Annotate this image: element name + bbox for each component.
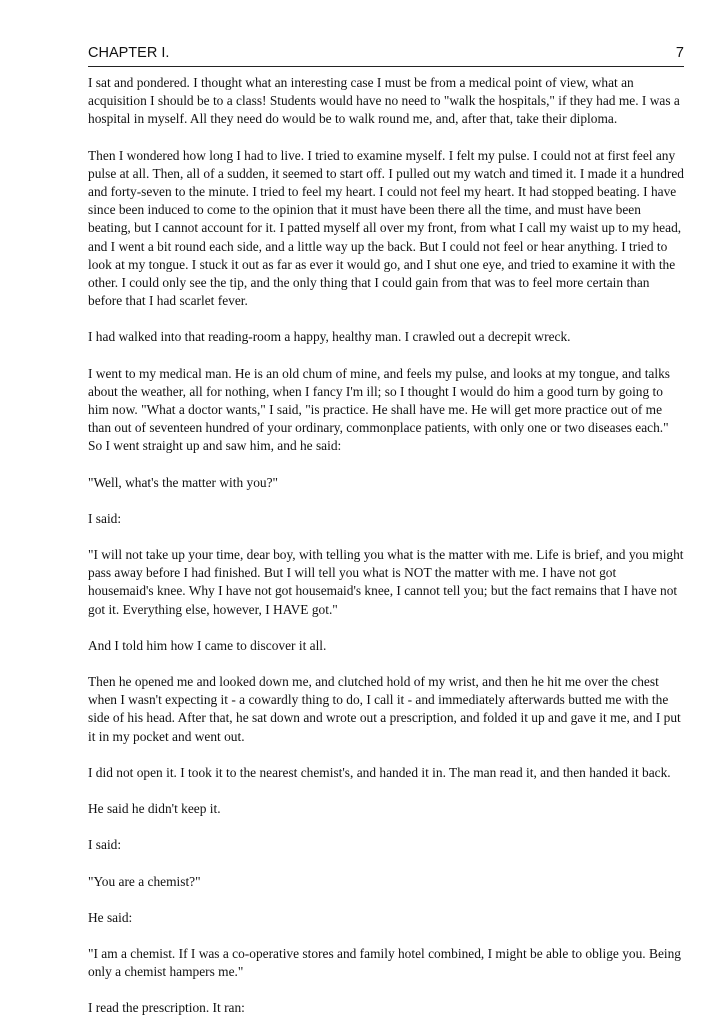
paragraph: I had walked into that reading-room a happy, healthy man. I crawled out a decrepit wreck. [88,329,571,345]
paragraph: I said: [88,510,122,526]
paragraph: He said he didn't keep it. [88,801,221,817]
paragraph: I said: [88,837,122,853]
paragraph: "I am a chemist. If I was a co-operative stores and family hotel combined, I might be able to oblige you. Being only a chemist hampers me." [88,945,681,980]
paragraph: And I told him how I came to discover it all. [88,637,327,653]
paragraph: "You are a chemist?" [88,873,201,889]
chapter-title: CHAPTER I. [88,45,170,61]
paragraph: Then I wondered how long I had to live. I tried to examine myself. I felt my pulse. I could not at first feel any pulse at all. Then, all of a sudden, it seemed to start off. I pulled out my watch and timed it. I made it a hundred and forty-seven to the minute. I tried to feel my heart. I could not feel my heart. It had stopped beating. I have since been induced to come to the opinion that it must have been there all the time, and must have been beating, but I cannot account for it. I patted myself all over my front, from what I call my waist up to my head, and I went a bit round each side, and a little way up the back. But I could not feel or hear anything. I tried to look at my tongue. I stuck it out as far as ever it would go, and I shut one eye, and tried to examine it with the other. I could only see the tip, and the only thing that I could gain from that was to feel more certain than before that I had scarlet fever. [88,147,684,309]
paragraph: I went to my medical man. He is an old chum of mine, and feels my pulse, and looks at my tongue, and talks about the weather, all for nothing, when I fancy I'm ill; so I thought I would do him a good turn by going to him now. "What a doctor wants," I said, "is practice. He shall have me. He will get more practice out of me than out of seventeen hundred of your ordinary, commonplace patients, with only one or two diseases each." So I went straight up and saw him, and he said: [88,365,670,454]
paragraph: I sat and pondered. I thought what an interesting case I must be from a medical point of view, what an acquisition I should be to a class! Students would have no need to "walk the hospitals," if they had me. I was a hospital in myself. All they need do would be to walk round me, and, after that, take their diploma. [88,75,680,127]
paragraph: "Well, what's the matter with you?" [88,474,279,490]
paragraph: "I will not take up your time, dear boy, with telling you what is the matter with me. Life is brief, and you might pass away before I had finished. But I will tell you what is NOT the matter with me. I have not got housemaid's knee. Why I have not got housemaid's knee, I cannot tell you; but the fact remains that I have not got it. Everything else, however, I HAVE got." [88,547,684,617]
body-text [88,74,684,1018]
page-number: 7 [675,45,684,61]
page-header [88,45,684,67]
paragraph: I did not open it. I took it to the nearest chemist's, and handed it in. The man read it, and then handed it back. [88,764,671,780]
paragraph: I read the prescription. It ran: [88,1000,245,1016]
paragraph: Then he opened me and looked down me, and clutched hold of my wrist, and then he hit me over the chest when I wasn't expecting it - a cowardly thing to do, I call it - and immediately afterwards butted me with the side of his head. After that, he sat down and wrote out a prescription, and folded it up and gave it me, and I put it in my pocket and went out. [88,674,681,744]
paragraph: He said: [88,909,133,925]
